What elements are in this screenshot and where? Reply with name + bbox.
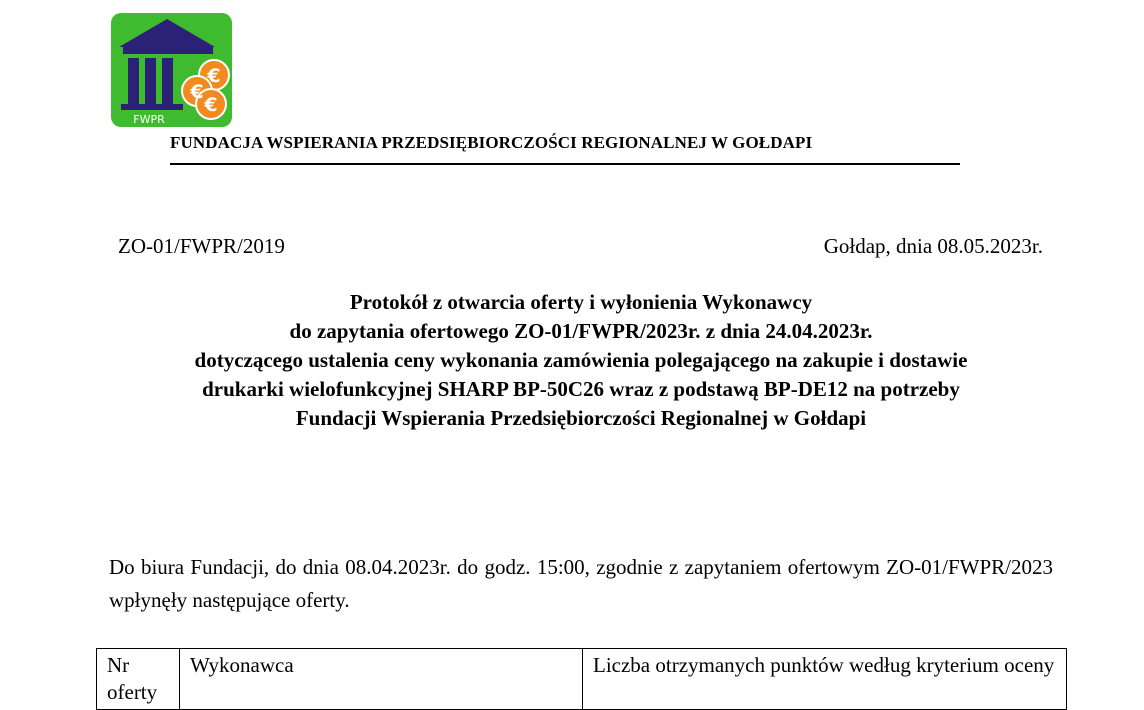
column-header-points: Liczba otrzymanych punktów według kryterium oceny [583,649,1067,710]
organization-name: FUNDACJA WSPIERANIA PRZEDSIĘBIORCZOŚCI REGIONALNEJ W GOŁDAPI [170,133,813,152]
column-header-offer-number: Nr oferty [97,649,180,710]
svg-text:€: € [204,94,218,116]
place-and-date: Gołdap, dnia 08.05.2023r. [823,234,1043,258]
fwpr-logo-icon [111,13,232,127]
offers-table [96,648,1067,710]
table-header-row [97,649,1067,710]
svg-text:€: € [207,65,221,87]
title-line: do zapytania ofertowego ZO-01/FWPR/2023r. z dnia 24.04.2023r. [289,319,873,343]
organization-logo [111,13,232,127]
document-title [100,288,1062,433]
column-header-contractor: Wykonawca [180,649,583,710]
header-divider [170,163,960,165]
title-line: drukarki wielofunkcyjnej SHARP BP-50C26 wraz z podstawą BP-DE12 na potrzeby [202,377,960,401]
title-line: Protokół z otwarcia oferty i wyłonienia Wykonawcy [349,290,813,314]
reference-number: ZO-01/FWPR/2019 [118,234,285,258]
title-line: dotyczącego ustalenia ceny wykonania zamówienia polegającego na zakupie i dostawie [194,348,968,372]
intro-paragraph: Do biura Fundacji, do dnia 08.04.2023r. do godz. 15:00, zgodnie z zapytaniem ofertowym ZO-01/FWPR/2023 wpłynęły następujące oferty. [109,555,1053,612]
title-line: Fundacji Wspierania Przedsiębiorczości Regionalnej w Gołdapi [295,406,867,430]
logo-text: FWPR [133,113,165,126]
svg-text:€: € [190,81,204,103]
